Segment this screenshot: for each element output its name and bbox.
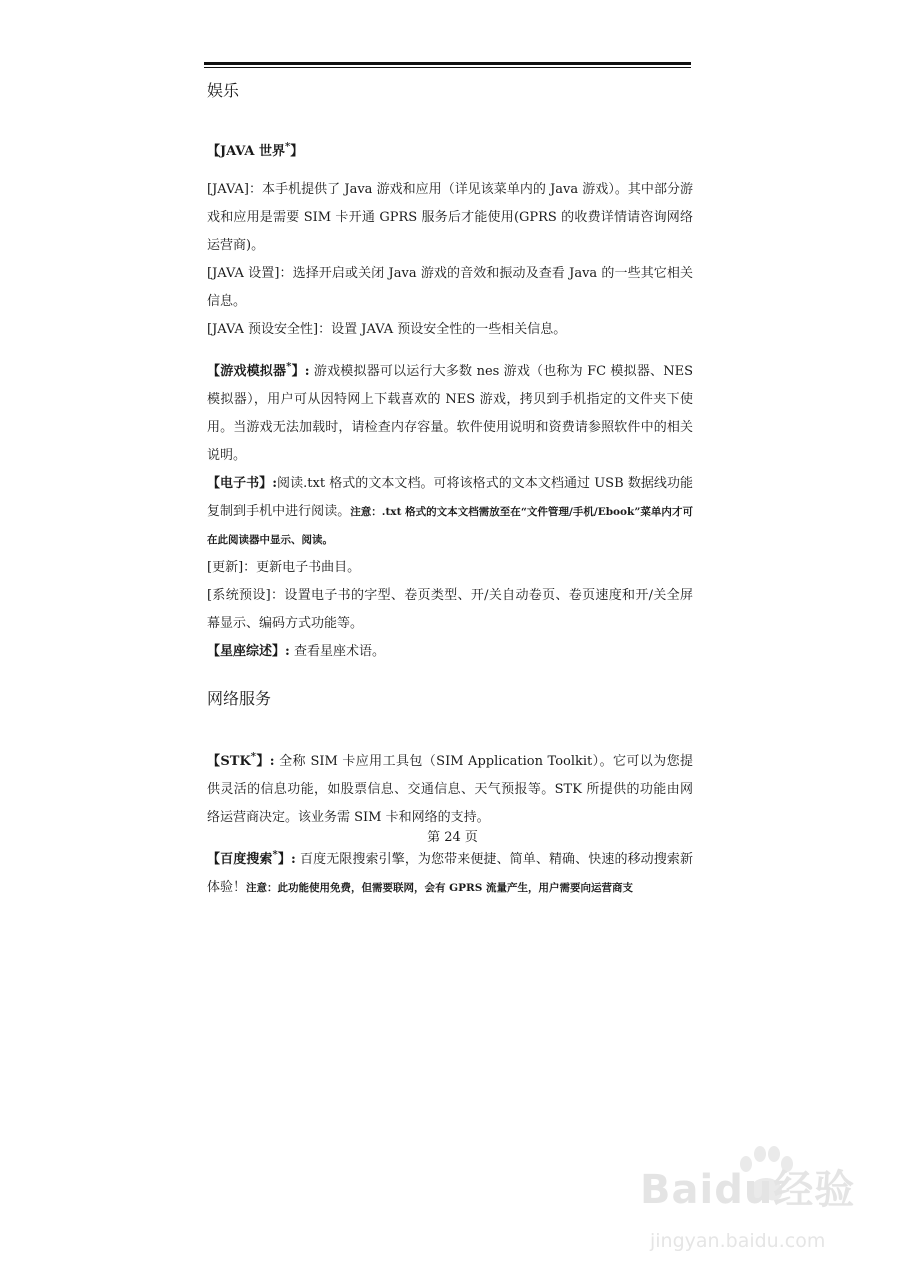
stk-paragraph	[207, 748, 693, 832]
astro-text: 查看星座术语。	[289, 644, 385, 659]
baidu-search-star: *	[272, 849, 278, 861]
java-item: [JAVA]：本手机提供了 Java 游戏和应用（详见该菜单内的 Java 游戏）。其中部分游戏和应用是需要 SIM 卡开通 GPRS 服务后才能使用(GPRS 的收费详情请咨询网络运营商)。	[207, 182, 693, 253]
baidu-jingyan-watermark	[640, 1138, 895, 1268]
java-world-star: *	[284, 141, 291, 153]
baidu-search-label-end: 】:	[277, 852, 296, 867]
ebook-paragraph	[207, 470, 693, 554]
java-world-heading	[207, 140, 693, 164]
stk-label: 【STK	[207, 754, 251, 769]
ebook-note: 注意：.txt 格式的文本文档需放至在“文件管理/手机/Ebook”菜单内才可在此阅读器中显示、阅读。	[207, 506, 693, 546]
section-title-network: 网络服务	[207, 689, 272, 708]
emulator-text: 游戏模拟器可以运行大多数 nes 游戏（也称为 FC 模拟器、NES 模拟器），用户可从因特网上下载喜欢的 NES 游戏，拷贝到手机指定的文件夹下使用。当游戏无法加载时，请检查内存容量。软件使用说明和资费请参照软件中的相关说明。	[207, 364, 693, 463]
astro-paragraph	[207, 638, 693, 666]
stk-text: 全称 SIM 卡应用工具包（SIM Application Toolkit）。它可以为您提供灵活的信息功能，如股票信息、交通信息、天气预报等。STK 所提供的功能由网络运营商决定。该业务需 SIM 卡和网络的支持。	[207, 754, 693, 825]
emulator-label-end: 】:	[291, 364, 310, 379]
baidu-search-note: 注意：此功能使用免费，但需要联网，会有 GPRS 流量产生，用户需要向运营商支	[246, 882, 633, 894]
header-rule-thick	[204, 62, 691, 65]
watermark-url: jingyan.baidu.com	[650, 1230, 826, 1252]
ebook-text: 阅读.txt 格式的文本文档。可将该格式的文本文档通过 USB 数据线功能复制到手机中进行阅读。	[207, 476, 693, 519]
section-title-entertainment: 娱乐	[207, 81, 240, 100]
java-security-item: [JAVA 预设安全性]：设置 JAVA 预设安全性的一些相关信息。	[207, 322, 567, 337]
emulator-star: *	[286, 361, 292, 373]
emulator-label: 【游戏模拟器	[207, 364, 287, 379]
emulator-paragraph	[207, 358, 693, 470]
ebook-preset-item: [系统预设]：设置电子书的字型、卷页类型、开/关自动卷页、卷页速度和开/关全屏幕显示、编码方式功能等。	[207, 588, 693, 631]
stk-star: *	[250, 751, 256, 763]
java-settings-item: [JAVA 设置]：选择开启或关闭 Java 游戏的音效和振动及查看 Java 的一些其它相关信息。	[207, 266, 693, 309]
astro-label: 【星座综述】:	[207, 644, 290, 659]
java-world-label-end: 】	[290, 144, 304, 159]
stk-label-end: 】:	[256, 754, 275, 769]
java-item-list	[207, 176, 693, 344]
ebook-label: 【电子书】:	[207, 476, 278, 491]
java-world-label: 【JAVA 世界	[207, 144, 285, 159]
watermark-brand: Baidu经验	[640, 1167, 856, 1213]
baidu-search-label: 【百度搜索	[207, 852, 273, 867]
ebook-update-item: [更新]：更新电子书曲目。	[207, 560, 361, 575]
page-number: 第 24 页	[427, 830, 478, 845]
baidu-search-text: 百度无限搜索引擎，为您带来便捷、简单、精确、快速的移动搜索新体验！	[207, 852, 693, 895]
header-rule-thin	[204, 67, 691, 68]
page-content	[207, 70, 693, 902]
baidu-search-paragraph	[207, 846, 693, 902]
